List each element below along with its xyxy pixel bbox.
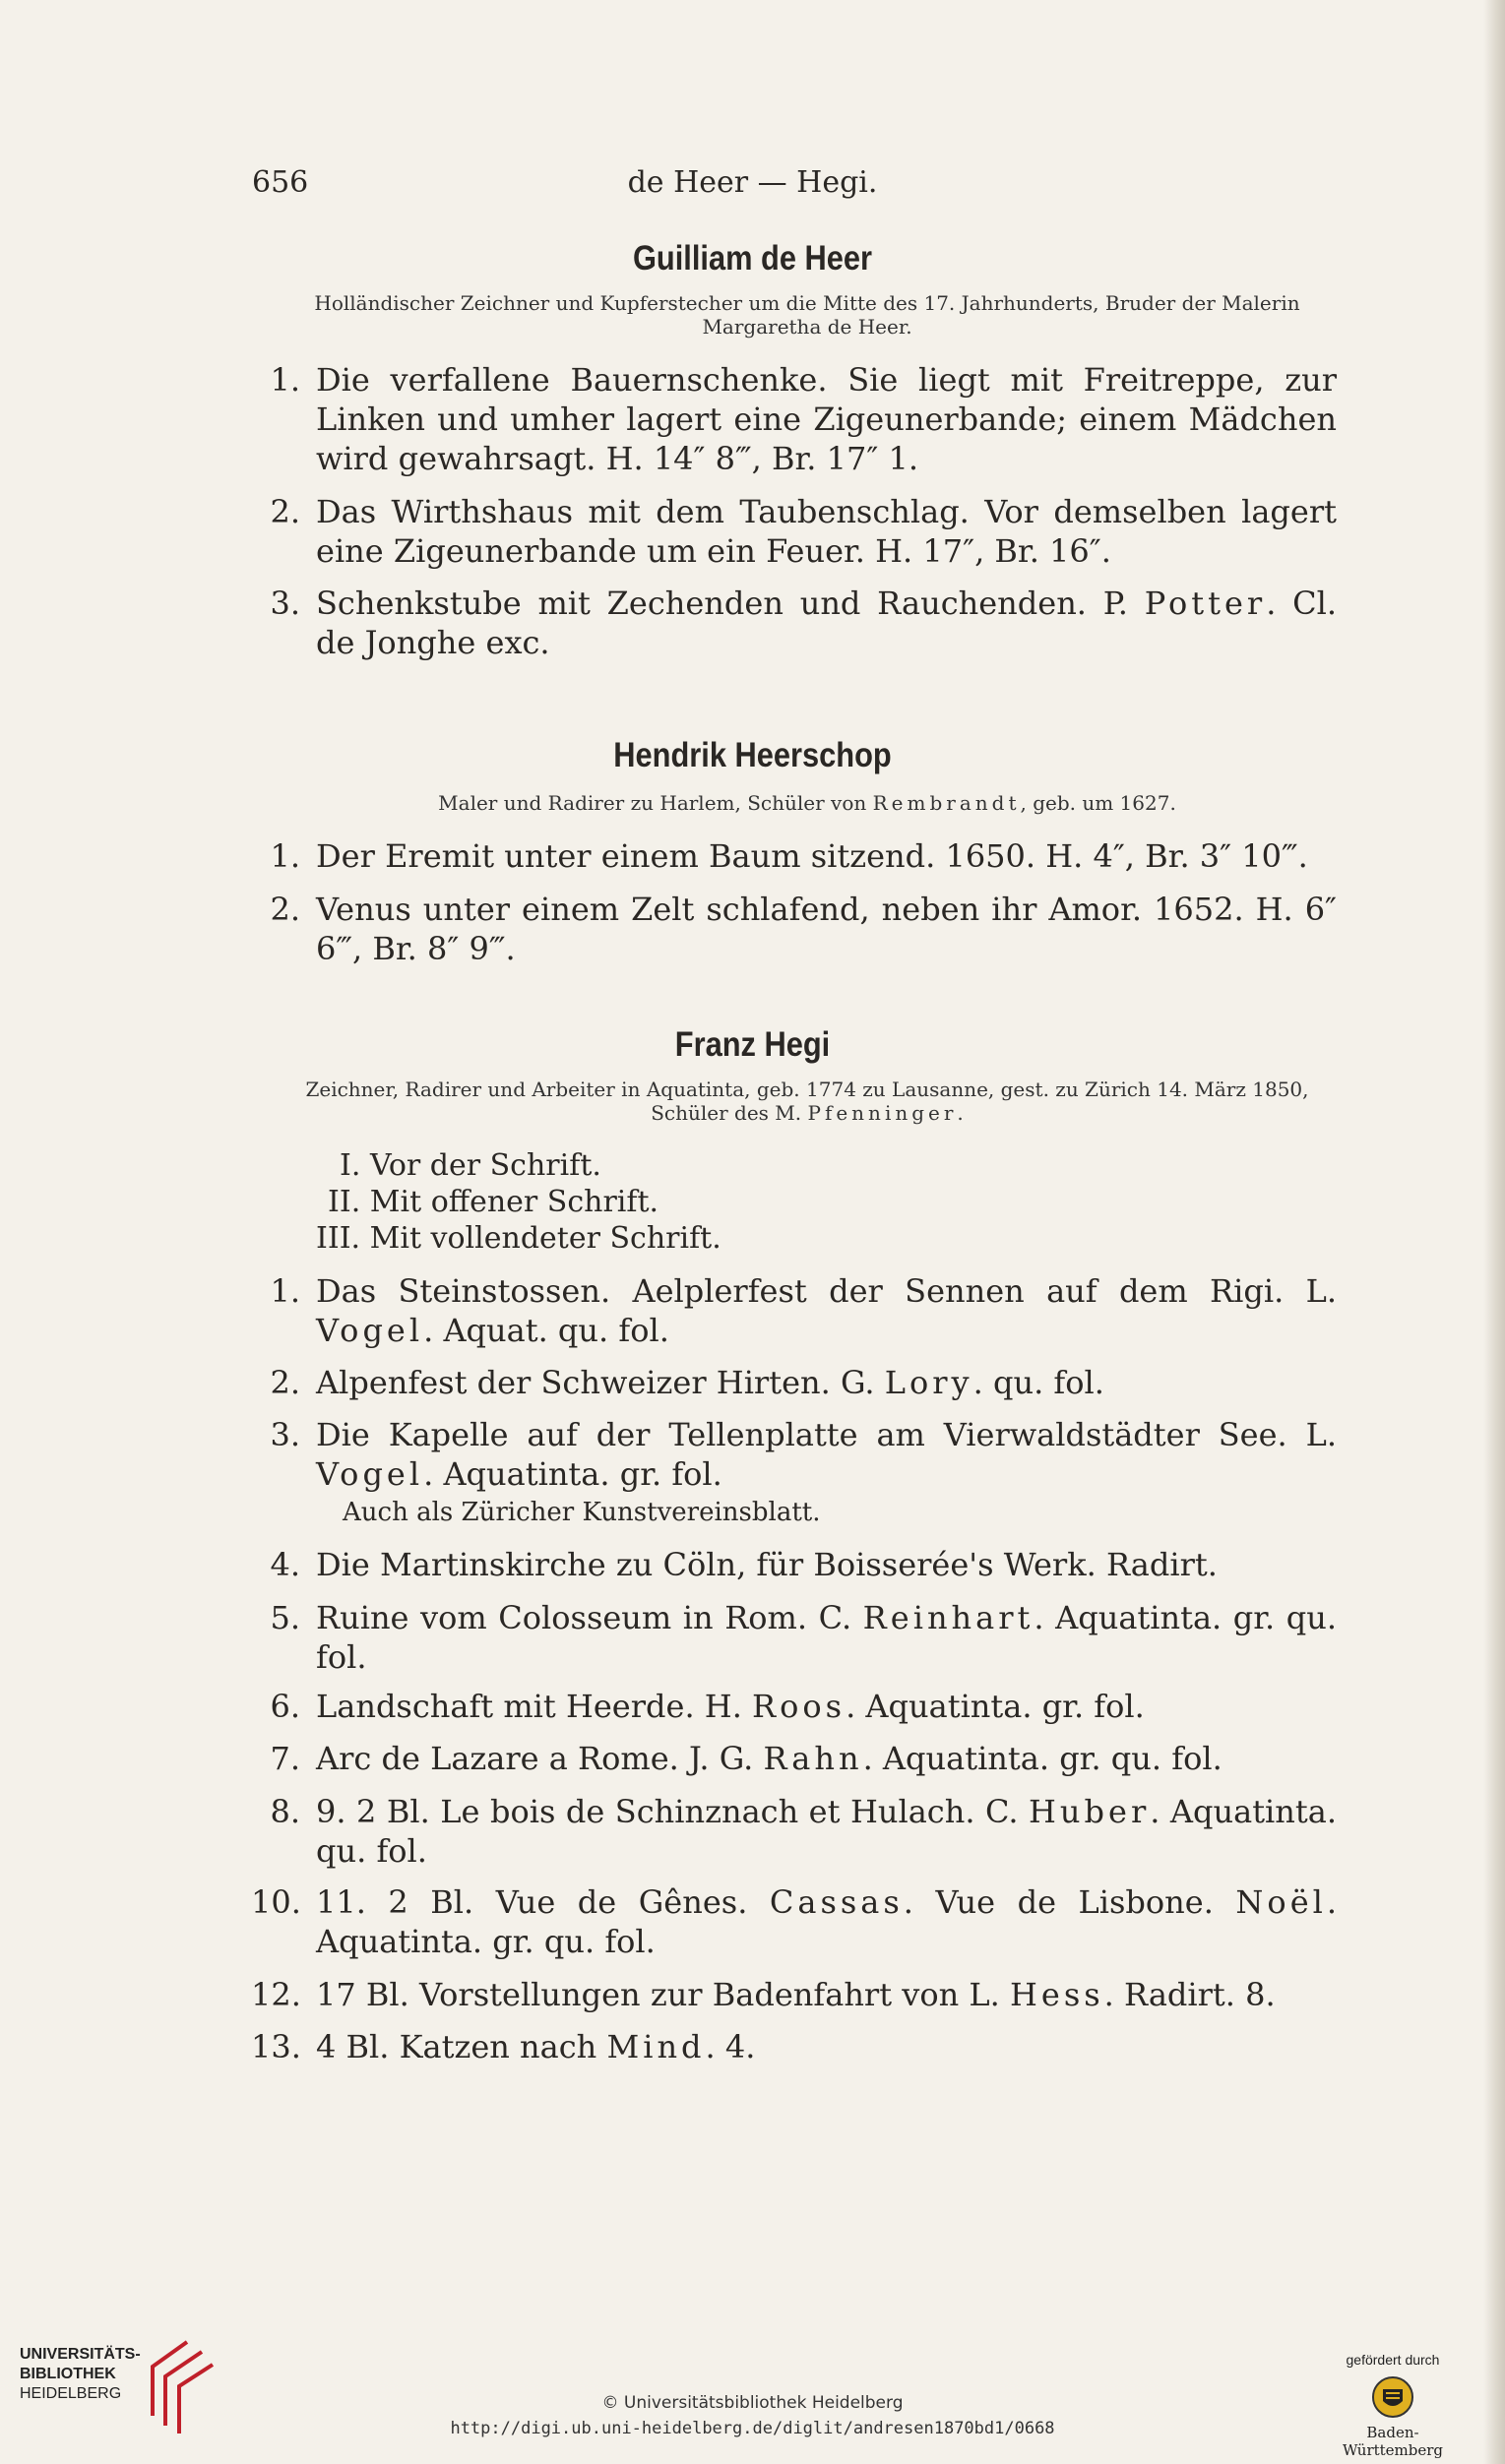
entry-text: Die verfallene Bauernschenke. Sie liegt mit Freitreppe, zur Linken und umher lagert eine Zigeunerbande; einem Mädchen wird gewahrsagt. H. 14″ 8‴, Br. 17″ 1. bbox=[316, 361, 1337, 477]
state-item: I. Vor der Schrift. bbox=[340, 1148, 601, 1183]
coat-of-arms-icon bbox=[1371, 2375, 1414, 2419]
entry bbox=[251, 2027, 1337, 2066]
entry bbox=[251, 1687, 1337, 1726]
entry-number: 13. bbox=[251, 2028, 301, 2065]
artist-name: Roos bbox=[752, 1688, 847, 1725]
artist-name: Vogel bbox=[316, 1455, 424, 1493]
entry bbox=[251, 1363, 1337, 1402]
entry-number: 1. bbox=[270, 837, 300, 875]
entry-text: Die Martinskirche zu Cöln, für Boisserée's Werk. Radirt. bbox=[316, 1546, 1218, 1583]
entry bbox=[251, 360, 1337, 478]
section-bio-de-heer: Holländischer Zeichner und Kupferstecher um die Mitte des 17. Jahrhunderts, Bruder der Malerin Margaretha de Heer. bbox=[314, 291, 1300, 339]
artist-name: Cassas bbox=[769, 1883, 904, 1921]
artist-name: Potter bbox=[1144, 585, 1267, 622]
entry-number: 12. bbox=[251, 1976, 301, 2013]
section-heading-de-heer: Guilliam de Heer bbox=[632, 239, 873, 277]
running-title: de Heer — Hegi. bbox=[627, 165, 878, 200]
section-bio-heerschop: Maler und Radirer zu Harlem, Schüler von Rembrandt, geb. um 1627. bbox=[438, 791, 1176, 815]
entry-text: Schenkstube mit Zechenden und Rauchenden. P. Potter. Cl. de Jonghe exc. bbox=[316, 585, 1338, 661]
entry bbox=[251, 584, 1337, 662]
entry-text: 9. 2 Bl. Le bois de Schinznach et Hulach. C. Huber. Aquatinta. qu. fol. bbox=[316, 1793, 1338, 1870]
sponsor-label: gefördert durch bbox=[1346, 2352, 1440, 2368]
entry-text: Das Steinstossen. Aelplerfest der Sennen auf dem Rigi. L. Vogel. Aquat. qu. fol. bbox=[316, 1272, 1337, 1349]
entry-number: 3. bbox=[270, 585, 300, 622]
artist-name: Noël bbox=[1235, 1883, 1327, 1921]
entry-text: Arc de Lazare a Rome. J. G. Rahn. Aquatinta. gr. qu. fol. bbox=[316, 1740, 1223, 1777]
entry bbox=[251, 1792, 1337, 1871]
entry-number: 7. bbox=[270, 1740, 300, 1777]
artist-name: Rahn bbox=[763, 1740, 863, 1777]
entry bbox=[251, 1415, 1337, 1494]
entry-number: 6. bbox=[270, 1688, 300, 1725]
entry-number: 10. bbox=[251, 1883, 301, 1921]
entry-text: Landschaft mit Heerde. H. Roos. Aquatinta. gr. fol. bbox=[316, 1688, 1145, 1725]
state-item: II. Mit offener Schrift. bbox=[328, 1185, 659, 1219]
entry-text: 11. 2 Bl. Vue de Gênes. Cassas. Vue de Lisbone. Noël. Aquatinta. gr. qu. fol. bbox=[316, 1883, 1338, 1960]
entry-text: 17 Bl. Vorstellungen zur Badenfahrt von L. Hess. Radirt. 8. bbox=[316, 1976, 1276, 2013]
entry-number: 8. bbox=[270, 1793, 300, 1830]
artist-name: Mind bbox=[606, 2028, 706, 2065]
entry bbox=[251, 1545, 1337, 1584]
section-heading-heerschop: Hendrik Heerschop bbox=[613, 736, 892, 774]
entry bbox=[251, 836, 1337, 876]
entry bbox=[251, 1975, 1337, 2014]
entry-number: 2. bbox=[270, 493, 300, 530]
page-edge-shadow bbox=[1483, 0, 1505, 2464]
entry-number: 1. bbox=[270, 1272, 300, 1310]
entry bbox=[251, 1882, 1337, 1961]
entry-number: 4. bbox=[270, 1546, 300, 1583]
section-bio-hegi: Zeichner, Radirer und Arbeiter in Aquatinta, geb. 1774 zu Lausanne, gest. zu Zürich 14. März 1850, Schüler des M. Pfenninger. bbox=[305, 1078, 1309, 1125]
entry-text: Venus unter einem Zelt schlafend, neben ihr Amor. 1652. H. 6″ 6‴, Br. 8″ 9‴. bbox=[316, 891, 1337, 967]
entry-number: 3. bbox=[270, 1416, 300, 1453]
artist-name: Hess bbox=[1009, 1976, 1104, 2013]
artist-name: Rembrandt bbox=[872, 791, 1021, 815]
artist-name: Reinhart bbox=[862, 1599, 1035, 1636]
artist-name: Pfenninger bbox=[807, 1101, 958, 1125]
permalink-url[interactable]: http://digi.ub.uni-heidelberg.de/diglit/andresen1870bd1/0668 bbox=[450, 2419, 1055, 2438]
sponsor-block bbox=[1319, 2352, 1467, 2459]
artist-name: Huber bbox=[1029, 1793, 1151, 1830]
state-item: III. Mit vollendeter Schrift. bbox=[316, 1221, 721, 1256]
entry-text: 4 Bl. Katzen nach Mind. 4. bbox=[316, 2028, 756, 2065]
entry-text: Ruine vom Colosseum in Rom. C. Reinhart. Aquatinta. gr. qu. fol. bbox=[316, 1599, 1337, 1676]
entry bbox=[251, 1271, 1337, 1350]
entry-number: 5. bbox=[270, 1599, 300, 1636]
entry bbox=[251, 890, 1337, 968]
copyright-notice: © Universitätsbibliothek Heidelberg bbox=[601, 2393, 904, 2413]
entry-note: Auch als Züricher Kunstvereinsblatt. bbox=[343, 1498, 821, 1527]
entry bbox=[251, 1598, 1337, 1677]
entry-number: 2. bbox=[270, 891, 300, 928]
section-heading-hegi: Franz Hegi bbox=[674, 1025, 831, 1064]
entry bbox=[251, 492, 1337, 571]
library-logo[interactable]: UNIVERSITÄTS- BIBLIOTHEK HEIDELBERG bbox=[20, 2337, 217, 2440]
sponsor-name: Baden-Württemberg bbox=[1342, 2424, 1444, 2459]
page-number: 656 bbox=[252, 165, 309, 200]
entry bbox=[251, 1739, 1337, 1778]
entry-text: Der Eremit unter einem Baum sitzend. 1650. H. 4″, Br. 3″ 10‴. bbox=[316, 837, 1308, 875]
artist-name: Vogel bbox=[316, 1312, 424, 1349]
entry-number: 2. bbox=[270, 1364, 300, 1401]
artist-name: Lory bbox=[884, 1364, 973, 1401]
entry-text: Die Kapelle auf der Tellenplatte am Vierwaldstädter See. L. Vogel. Aquatinta. gr. fol. bbox=[316, 1416, 1337, 1493]
entry-text: Das Wirthshaus mit dem Taubenschlag. Vor demselben lagert eine Zigeunerbande um ein Feuer. H. 17″, Br. 16″. bbox=[316, 493, 1337, 570]
entry-number: 1. bbox=[270, 361, 300, 399]
entry-text: Alpenfest der Schweizer Hirten. G. Lory. qu. fol. bbox=[316, 1364, 1104, 1401]
